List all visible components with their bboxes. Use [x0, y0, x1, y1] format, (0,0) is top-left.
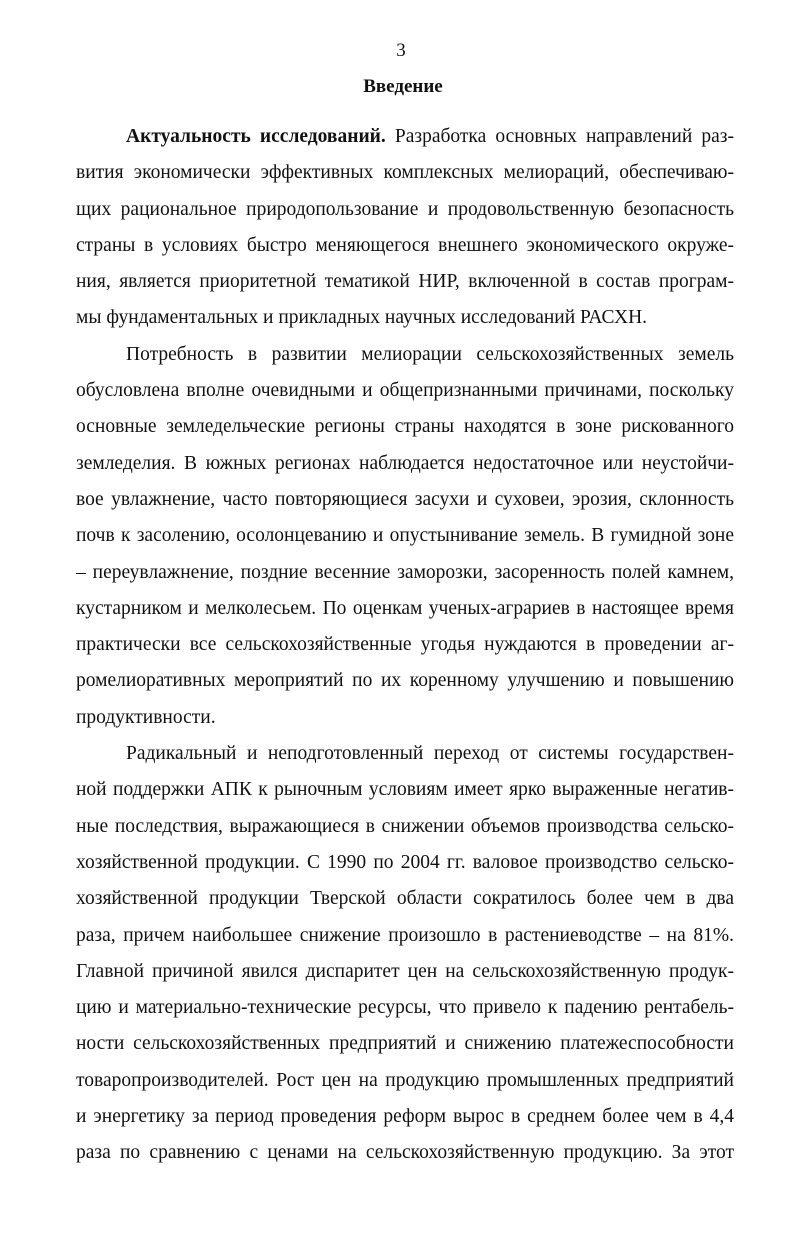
paragraph-melioration-need [76, 337, 734, 736]
paragraph-line: – переувлажнение, поздние весенние заморозки, засоренность полей камнем, [76, 561, 734, 583]
paragraph-line: продуктивности. [76, 706, 216, 728]
paragraph-line: практически все сельскохозяйственные угодья нуждаются в проведении аг- [76, 634, 734, 656]
paragraph-line: мы фундаментальных и прикладных научных исследований РАСХН. [76, 307, 648, 329]
paragraph-line: и энергетику за период проведения реформ вырос в среднем более чем в 4,4 [76, 1106, 734, 1128]
paragraph-line: страны в условиях быстро меняющегося внешнего экономического окруже- [76, 234, 734, 256]
paragraph-line: основные земледельческие регионы страны находятся в зоне рискованного [76, 416, 734, 438]
paragraph-line: кустарником и мелколесьем. По оценкам ученых-аграриев в настоящее время [76, 597, 734, 619]
paragraph-line: Актуальность исследований. Разработка основных направлений раз- [126, 126, 734, 147]
paragraph-line: раза по сравнению с ценами на сельскохозяйственную продукцию. За этот [76, 1142, 734, 1164]
paragraph-line: вое увлажнение, часто повторяющиеся засухи и суховеи, эрозия, склонность [76, 488, 734, 510]
paragraph-transition [76, 736, 734, 1172]
paragraph-line: почв к засолению, осолонцеванию и опустынивание земель. В гумидной зоне [76, 525, 734, 547]
paragraph-line: ные последствия, выражающиеся в снижении объемов производства сельско- [76, 815, 734, 837]
paragraph-line: вития экономически эффективных комплексных мелиораций, обеспечиваю- [76, 162, 734, 184]
paragraph-line: земледелия. В южных регионах наблюдается недостаточное или неустойчи- [76, 452, 734, 474]
paragraph-line: щих рациональное природопользование и продовольственную безопасность [76, 198, 734, 220]
paragraph-line: ромелиоративных мероприятий по их коренному улучшению и повышению [76, 670, 734, 692]
section-title: Введение [363, 76, 443, 97]
paragraph-line: товаропроизводителей. Рост цен на продукцию промышленных предприятий [76, 1069, 734, 1091]
paragraph-line: ния, является приоритетной тематикой НИР, включенной в состав програм- [76, 271, 734, 293]
paragraph-line: Главной причиной явился диспаритет цен на сельскохозяйственную продук- [76, 960, 734, 982]
paragraph-line: цию и материально-технические ресурсы, что привело к падению рентабель- [76, 997, 734, 1019]
paragraph-line: раза, причем наибольшее снижение произошло в растениеводстве – на 81%. [76, 924, 734, 946]
paragraph-line: Радикальный и неподготовленный переход от системы государствен- [126, 743, 734, 765]
paragraph-line: хозяйственной продукции Тверской области сократилось более чем в два [76, 888, 734, 910]
paragraph-line: обусловлена вполне очевидными и общепризнанными причинами, поскольку [76, 380, 734, 402]
paragraph-line: хозяйственной продукции. С 1990 по 2004 гг. валовое производство сельско- [76, 851, 734, 873]
body-text [76, 119, 734, 1172]
page-number: 3 [396, 40, 406, 61]
paragraph-lead: Актуальность исследований. [126, 126, 386, 147]
paragraph-line: Потребность в развитии мелиорации сельскохозяйственных земель [126, 343, 734, 365]
paragraph-line: ной поддержки АПК к рыночным условиям имеет ярко выраженные негатив- [76, 779, 734, 801]
paragraph-line: ности сельскохозяйственных предприятий и снижению платежеспособности [76, 1033, 734, 1055]
paragraph-relevance [76, 119, 734, 337]
